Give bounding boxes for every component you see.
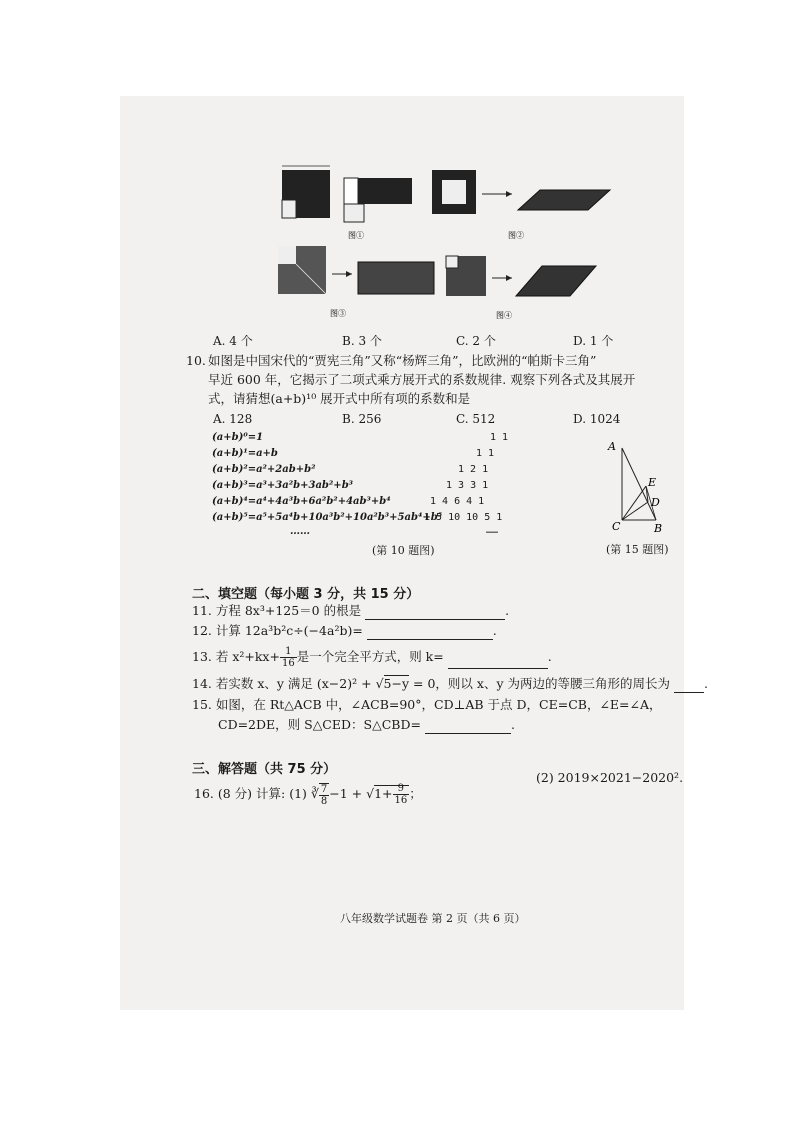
fig4-label: 图④ bbox=[496, 311, 512, 320]
q13-text-a: 13. 若 x²+kx+ bbox=[192, 649, 280, 664]
pascal-row-4: 1 4 6 4 1 bbox=[430, 496, 485, 507]
binomial-ellipsis: …… bbox=[290, 526, 310, 537]
q13-denominator: 16 bbox=[281, 658, 295, 669]
q9-option-c: C. 2 个 bbox=[456, 334, 496, 348]
q15-line1: 15. 如图，在 Rt△ACB 中，∠ACB=90°，CD⊥AB 于点 D，CE=CB，∠E=∠A， bbox=[192, 697, 662, 712]
q15-point-e: E bbox=[648, 476, 657, 489]
q14: 14. 若实数 x、y 满足 (x−2)² + √5−y = 0，则以 x、y 为两边的等腰三角形的周长为 . bbox=[192, 676, 708, 691]
q12-text: 12. 计算 12a³b²c÷(−4a²b)= bbox=[192, 623, 363, 638]
q13: 13. 若 x²+kx+ $\frac{1}{16}$ 是一个完全平方式，则 k= . bbox=[192, 646, 552, 669]
q16-mid: −1 + bbox=[329, 786, 363, 801]
q16-root1-num: 7 bbox=[320, 783, 328, 795]
q15-line2: CD=2DE，则 S△CED：S△CBD= . bbox=[218, 717, 515, 732]
q14-answer-blank[interactable] bbox=[674, 676, 704, 693]
binomial-5: (a+b)⁵=a⁵+5a⁴b+10a³b²+10a²b³+5ab⁴+b⁵ bbox=[212, 512, 443, 523]
q13-answer-blank[interactable] bbox=[448, 646, 548, 669]
q10-option-d: D. 1024 bbox=[573, 412, 621, 426]
q16-root2-pre: 1+ bbox=[374, 786, 393, 801]
q11-answer-blank[interactable] bbox=[365, 603, 505, 620]
binomial-2: (a+b)²=a²+2ab+b² bbox=[212, 464, 316, 475]
fig1-label: 图① bbox=[348, 231, 364, 240]
sqrt-symbol-icon: √ bbox=[366, 786, 375, 801]
q15-point-c: C bbox=[612, 520, 621, 533]
q16-root1-fraction bbox=[319, 783, 329, 807]
pascal-row-3: 1 3 3 1 bbox=[446, 480, 489, 491]
q16-root2-num: 9 bbox=[393, 783, 410, 795]
q16 bbox=[194, 782, 422, 807]
fig3-square bbox=[278, 246, 326, 294]
pascal-row-5: 1 5 10 10 5 1 bbox=[424, 512, 503, 523]
q10-line2: 早近 600 年，它揭示了二项式乘方展开式的系数规律. 观察下列各式及其展开 bbox=[208, 372, 636, 387]
q15-line2-text: CD=2DE，则 S△CED：S△CBD= bbox=[218, 717, 421, 732]
pascal-ellipsis: …… bbox=[486, 525, 499, 536]
fig1-left-shape bbox=[282, 166, 330, 218]
q16-root2 bbox=[374, 783, 409, 806]
q9-option-d: D. 1 个 bbox=[573, 334, 614, 348]
q15-figure-caption: (第 15 题图) bbox=[606, 543, 669, 556]
q16-text: 16. (8 分) 计算: (1) bbox=[194, 786, 307, 801]
section3-title: 三、解答题（共 75 分） bbox=[192, 762, 337, 777]
q10-option-c: C. 512 bbox=[456, 412, 496, 426]
page-footer: 八年级数学试题卷 第 2 页（共 6 页） bbox=[340, 912, 526, 925]
fig2-parallelogram bbox=[518, 190, 610, 210]
q15-figure bbox=[604, 440, 678, 534]
fig2-square-frame bbox=[432, 170, 476, 214]
binomial-4: (a+b)⁴=a⁴+4a³b+6a²b²+4ab³+b⁴ bbox=[212, 496, 391, 507]
fig3-label: 图③ bbox=[330, 309, 346, 318]
fig3-rectangle bbox=[358, 262, 434, 294]
q13-numerator: 1 bbox=[280, 646, 297, 658]
q16-root1-den: 8 bbox=[320, 795, 328, 807]
q10-line3: 式，请猜想(a+b)¹⁰ 展开式中所有项的系数和是 bbox=[208, 391, 471, 406]
q9-option-a: A. 4 个 bbox=[213, 334, 253, 348]
q11: 11. 方程 8x³+125＝0 的根是 . bbox=[192, 603, 510, 618]
q10-option-a: A. 128 bbox=[213, 412, 253, 426]
q12: 12. 计算 12a³b²c÷(−4a²b)= . bbox=[192, 623, 497, 638]
binomial-1: (a+b)¹=a+b bbox=[212, 448, 278, 459]
q11-text: 11. 方程 8x³+125＝0 的根是 bbox=[192, 603, 362, 618]
q14-radicand: 5−y bbox=[383, 676, 410, 691]
fig4-parallelogram bbox=[516, 266, 596, 296]
pascal-row-0: 1 1 bbox=[490, 432, 509, 443]
q12-answer-blank[interactable] bbox=[367, 623, 493, 640]
q14-text-a: 14. 若实数 x、y 满足 (x−2)² + bbox=[192, 676, 372, 691]
q13-fraction bbox=[280, 646, 297, 669]
binomial-3: (a+b)³=a³+3a²b+3ab²+b³ bbox=[212, 480, 354, 491]
q15-point-a: A bbox=[608, 440, 616, 453]
q15-answer-blank[interactable] bbox=[425, 717, 511, 734]
q9-option-b: B. 3 个 bbox=[342, 334, 382, 348]
q15-point-b: B bbox=[654, 522, 663, 534]
fig2-label: 图② bbox=[508, 231, 524, 240]
q16-root2-fraction bbox=[393, 783, 410, 806]
cbrt-symbol-icon: ∛ bbox=[310, 786, 319, 801]
binomial-0: (a+b)⁰=1 bbox=[212, 432, 264, 443]
pascal-row-1: 1 1 bbox=[476, 448, 495, 459]
section2-title: 二、填空题（每小题 3 分，共 15 分） bbox=[192, 587, 420, 602]
q10-number: 10. bbox=[186, 353, 206, 368]
q15-point-d: D bbox=[651, 496, 660, 509]
q10-option-b: B. 256 bbox=[342, 412, 382, 426]
q16-part2: (2) 2019×2021−2020². bbox=[536, 770, 684, 785]
fig4-square bbox=[446, 256, 486, 296]
q10-line1: 如图是中国宋代的“贾宪三角”又称“杨辉三角”，比欧洲的“帕斯卡三角” bbox=[208, 353, 597, 368]
q10-figure-caption: (第 10 题图) bbox=[372, 544, 435, 557]
fig1-right-shape bbox=[344, 178, 412, 222]
q14-text-b: = 0，则以 x、y 为两边的等腰三角形的周长为 bbox=[413, 676, 670, 691]
q16-root2-den: 16 bbox=[394, 795, 408, 806]
pascal-row-2: 1 2 1 bbox=[458, 464, 489, 475]
q9-figures bbox=[260, 160, 620, 320]
q16-end: ； bbox=[409, 786, 422, 801]
q13-text-b: 是一个完全平方式，则 k= bbox=[296, 649, 444, 664]
sqrt-symbol-icon: √ bbox=[375, 676, 384, 691]
